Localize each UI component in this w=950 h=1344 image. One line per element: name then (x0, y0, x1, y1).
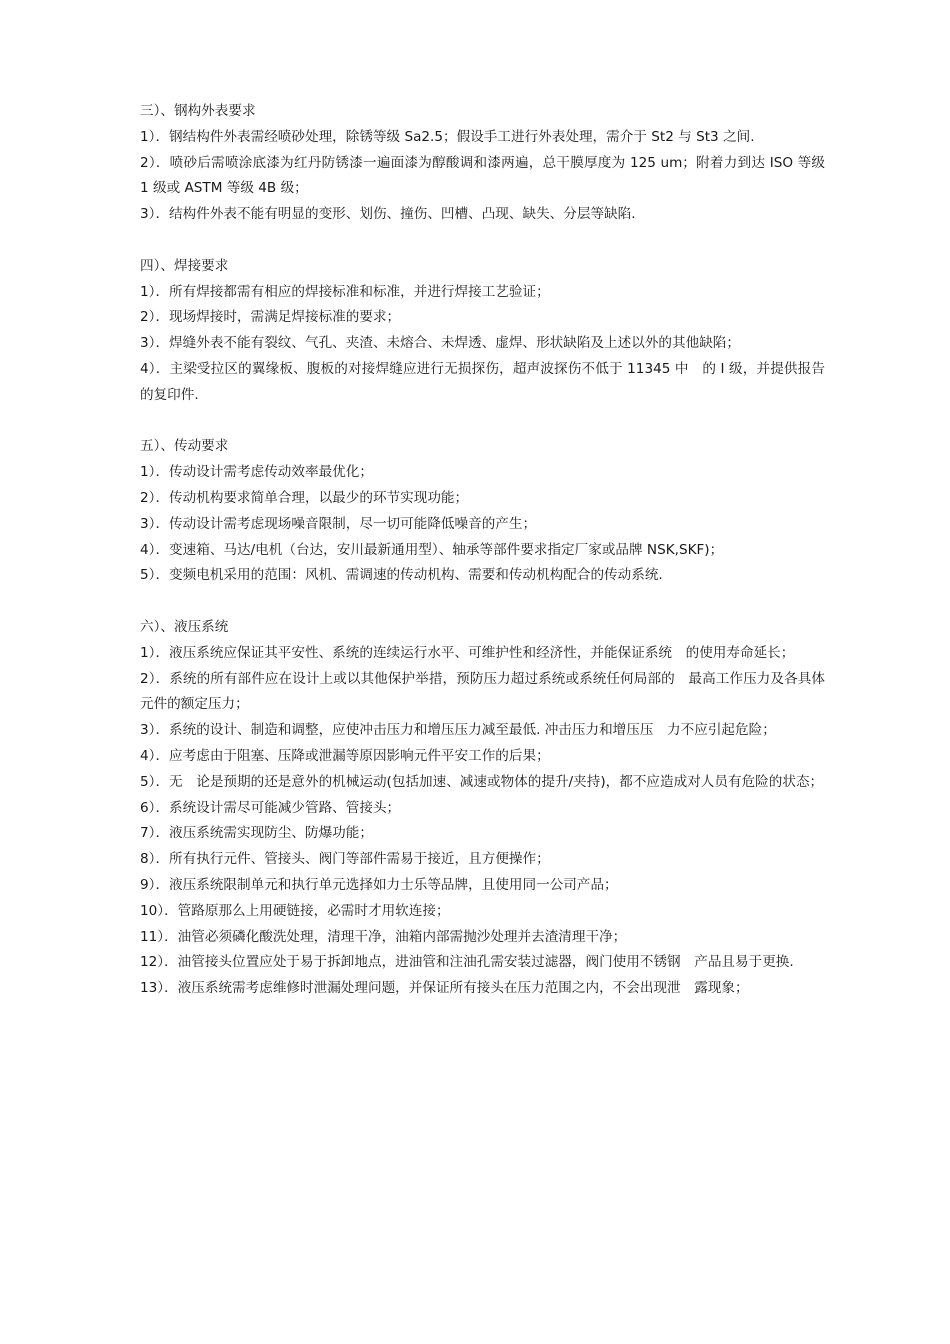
list-item: 7）．液压系统需实现防尘、防爆功能； (140, 825, 373, 842)
list-item: 4）．主梁受拉区的翼缘板、腹板的对接焊缝应进行无损探伤，超声波探伤不低于 11345 中 的 I 级，并提供报告的复印件. (140, 360, 825, 403)
list-item: 3）．传动设计需考虑现场噪音限制，尽一切可能降低噪音的产生； (140, 515, 537, 532)
list-item: 12）．油管接头位置应处于易于拆卸地点，进油管和注油孔需安装过滤器，阀门使用不锈钢 产品且易于更换. (140, 954, 794, 971)
list-item: 3）．系统的设计、制造和调整，应使冲击压力和增压压力减至最低. 冲击压力和增压压 力不应引起危险； (140, 722, 776, 739)
list-item: 5）．变频电机采用的范围：风机、需调速的传动机构、需要和传动机构配合的传动系统. (140, 567, 663, 584)
list-item: 6）．系统设计需尽可能减少管路、管接头； (140, 799, 401, 816)
list-item: 1）．液压系统应保证其平安性、系统的连续运行水平、可维护性和经济性，并能保证系统 的使用寿命延长； (140, 644, 795, 661)
list-item: 2）．系统的所有部件应在设计上或以其他保护举措，预防压力超过系统或系统任何局部的 最高工作压力及各具体元件的额定压力； (140, 670, 825, 713)
section-hydraulic (140, 615, 825, 1002)
list-item: 2）．喷砂后需喷涂底漆为红丹防锈漆一遍面漆为醇酸调和漆两遍，总干膜厚度为 125 um；附着力到达 ISO 等级 1 级或 ASTM 等级 4B 级； (140, 154, 825, 197)
section-heading: 四）、焊接要求 (140, 257, 229, 274)
list-item: 4）．应考虑由于阻塞、压降或泄漏等原因影响元件平安工作的后果； (140, 747, 550, 764)
section-heading: 三）、钢构外表要求 (140, 103, 256, 119)
section-welding (140, 254, 825, 409)
list-item: 4）．变速箱、马达/电机（台达，安川最新通用型）、轴承等部件要求指定厂家或品牌 NSK,SKF)； (140, 541, 724, 558)
list-item: 2）．现场焊接时，需满足焊接标准的要求； (140, 309, 401, 326)
section-heading: 五）、传动要求 (140, 438, 229, 455)
list-item: 11）．油管必须磷化酸洗处理，清理干净，油箱内部需抛沙处理并去渣清理干净； (140, 928, 627, 945)
list-item: 8）．所有执行元件、管接头、阀门等部件需易于接近，且方便操作； (140, 851, 550, 868)
section-transmission (140, 434, 825, 589)
list-item: 2）．传动机构要求简单合理，以最少的环节实现功能； (140, 489, 469, 506)
list-item: 1）．钢结构件外表需经喷砂处理，除锈等级 Sa2.5；假设手工进行外表处理，需介于 St2 与 St3 之间. (140, 128, 755, 145)
section-steel-surface (140, 99, 825, 228)
list-item: 13）．液压系统需考虑维修时泄漏处理问题，并保证所有接头在压力范围之内，不会出现泄 露现象； (140, 980, 749, 997)
list-item: 1）．传动设计需考虑传动效率最优化； (140, 464, 373, 481)
list-item: 10）．管路原那么上用硬链接，必需时才用软连接； (140, 902, 450, 919)
list-item: 9）．液压系统限制单元和执行单元选择如力士乐等品牌，且使用同一公司产品； (140, 876, 618, 893)
section-heading: 六）、液压系统 (140, 618, 229, 635)
list-item: 3）．焊缝外表不能有裂纹、气孔、夹渣、未熔合、未焊透、虚焊、形状缺陷及上述以外的其他缺陷； (140, 335, 740, 352)
list-item: 5）．无 论是预期的还是意外的机械运动(包括加速、减速或物体的提升/夹持)，都不应造成对人员有危险的状态； (140, 773, 824, 790)
list-item: 1）．所有焊接都需有相应的焊接标准和标准，并进行焊接工艺验证； (140, 283, 550, 300)
list-item: 3）．结构件外表不能有明显的变形、划伤、撞伤、凹槽、凸现、缺失、分层等缺陷. (140, 206, 636, 223)
document-page (140, 99, 825, 1028)
